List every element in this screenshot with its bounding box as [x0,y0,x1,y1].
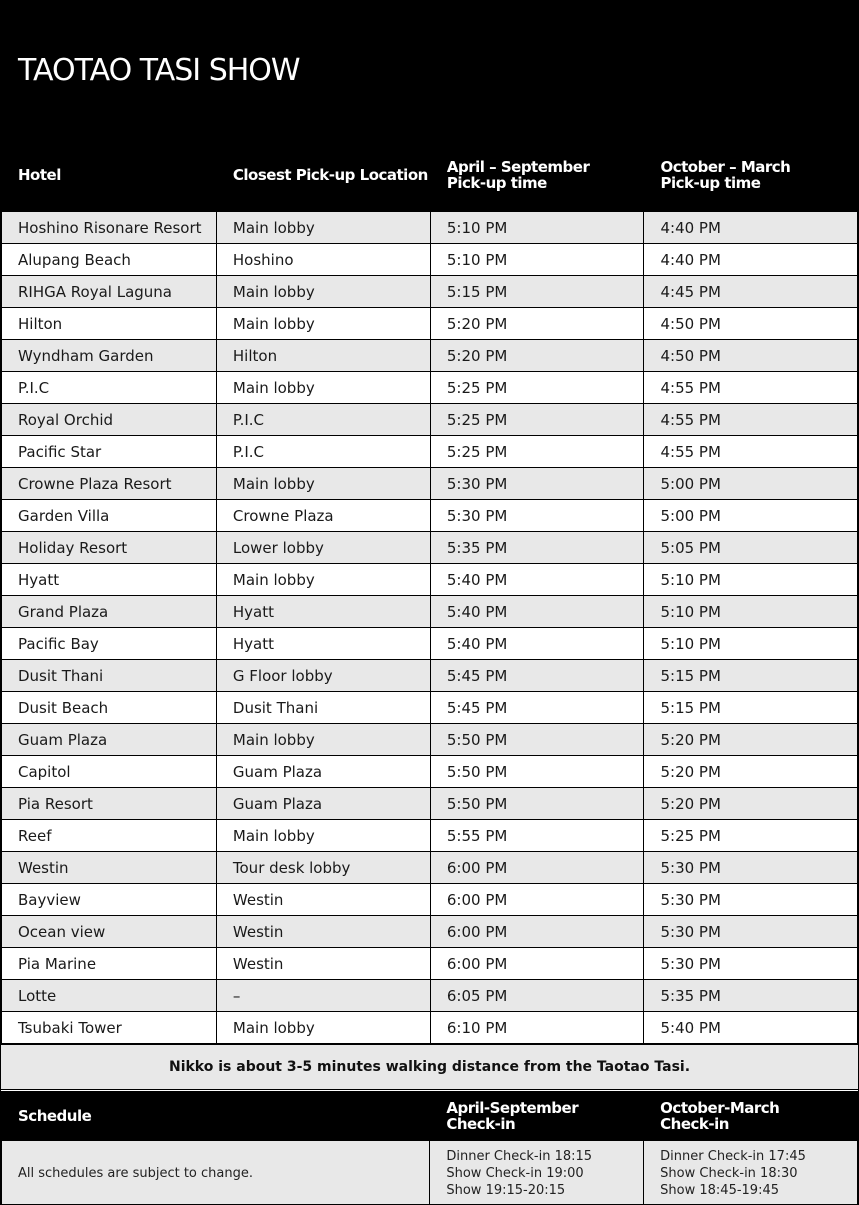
cell-hotel: Pacific Star [2,436,217,468]
cell-pickup-location: P.I.C [216,404,430,436]
table-row [2,308,858,340]
table-row [2,948,858,980]
table-row [2,340,858,372]
cell-april-september-time: 5:45 PM [430,692,644,724]
cell-hotel: Crowne Plaza Resort [2,468,217,500]
schedule-april-september-line2: Check-in [446,1115,516,1133]
table-row [2,500,858,532]
cell-hotel: Holiday Resort [2,532,217,564]
schedule-row [2,1141,858,1205]
cell-pickup-location: Main lobby [216,724,430,756]
cell-april-september-time: 5:20 PM [430,308,644,340]
cell-october-march-time: 5:15 PM [644,660,858,692]
schedule-header-label: Schedule [2,1092,430,1141]
cell-april-september-time: 6:05 PM [430,980,644,1012]
schedule-time-line: Dinner Check-in 17:45 [660,1148,806,1164]
cell-april-september-time: 5:55 PM [430,820,644,852]
table-row [2,788,858,820]
cell-pickup-location: Hilton [216,340,430,372]
cell-october-march-time: 5:10 PM [644,628,858,660]
table-row [2,660,858,692]
cell-hotel: Dusit Thani [2,660,217,692]
table-row [2,532,858,564]
header-april-september-line2: Pick-up time [446,173,547,192]
cell-hotel: Hilton [2,308,217,340]
table-row [2,1012,858,1044]
cell-hotel: Westin [2,852,217,884]
cell-october-march-time: 5:30 PM [644,852,858,884]
cell-april-september-time: 5:10 PM [430,244,644,276]
cell-pickup-location: Dusit Thani [216,692,430,724]
schedule-header-april-september [430,1092,644,1141]
cell-april-september-time: 5:35 PM [430,532,644,564]
cell-october-march-time: 5:00 PM [644,468,858,500]
cell-october-march-time: 4:50 PM [644,308,858,340]
header-hotel: Hotel [2,138,217,212]
schedule-time-line: Show Check-in 18:30 [660,1165,798,1181]
cell-april-september-time: 5:10 PM [430,212,644,244]
cell-hotel: RIHGA Royal Laguna [2,276,217,308]
header-pickup-location: Closest Pick-up Location [216,138,430,212]
schedule-header [2,1092,858,1141]
cell-pickup-location: P.I.C [216,436,430,468]
pickup-table-header [2,138,858,212]
cell-hotel: Pia Marine [2,948,217,980]
cell-october-march-time: 5:10 PM [644,596,858,628]
cell-october-march-time: 4:55 PM [644,372,858,404]
cell-hotel: Dusit Beach [2,692,217,724]
table-row [2,724,858,756]
cell-october-march-time: 5:20 PM [644,788,858,820]
cell-pickup-location: Westin [216,916,430,948]
cell-october-march-time: 4:55 PM [644,404,858,436]
cell-pickup-location: Crowne Plaza [216,500,430,532]
cell-pickup-location: Guam Plaza [216,756,430,788]
cell-april-september-time: 5:50 PM [430,788,644,820]
cell-hotel: Garden Villa [2,500,217,532]
schedule-october-march-line2: Check-in [660,1115,729,1133]
cell-hotel: Hoshino Risonare Resort [2,212,217,244]
schedule-time-line: Show 19:15-20:15 [446,1182,566,1198]
cell-hotel: Wyndham Garden [2,340,217,372]
cell-october-march-time: 4:50 PM [644,340,858,372]
schedule-time-line: Show Check-in 19:00 [446,1165,584,1181]
table-row [2,820,858,852]
cell-hotel: Ocean view [2,916,217,948]
cell-pickup-location: Main lobby [216,212,430,244]
schedule-disclaimer: All schedules are subject to change. [2,1141,430,1205]
table-row [2,692,858,724]
cell-pickup-location: Hyatt [216,628,430,660]
schedule-time-line: Show 18:45-19:45 [660,1182,779,1198]
cell-hotel: Pacific Bay [2,628,217,660]
cell-pickup-location: G Floor lobby [216,660,430,692]
cell-pickup-location: Main lobby [216,372,430,404]
cell-april-september-time: 6:00 PM [430,948,644,980]
cell-pickup-location: Main lobby [216,308,430,340]
cell-april-september-time: 5:50 PM [430,756,644,788]
header-april-september [430,138,644,212]
cell-april-september-time: 5:20 PM [430,340,644,372]
cell-october-march-time: 4:55 PM [644,436,858,468]
header-april-september-line1: April – September [446,157,590,176]
table-row [2,564,858,596]
cell-hotel: Pia Resort [2,788,217,820]
cell-hotel: Capitol [2,756,217,788]
cell-pickup-location: Main lobby [216,820,430,852]
schedule-time-line: Dinner Check-in 18:15 [446,1148,593,1164]
header-october-march [644,138,858,212]
cell-october-march-time: 5:30 PM [644,884,858,916]
cell-pickup-location: Main lobby [216,468,430,500]
cell-hotel: Guam Plaza [2,724,217,756]
cell-april-september-time: 6:00 PM [430,884,644,916]
cell-april-september-time: 5:15 PM [430,276,644,308]
cell-october-march-time: 5:40 PM [644,1012,858,1044]
cell-pickup-location: Tour desk lobby [216,852,430,884]
cell-october-march-time: 5:30 PM [644,916,858,948]
title-bar [1,1,858,137]
pickup-table-body [2,212,858,1044]
table-row [2,468,858,500]
cell-hotel: Alupang Beach [2,244,217,276]
cell-april-september-time: 5:25 PM [430,404,644,436]
table-row [2,244,858,276]
cell-pickup-location: Westin [216,948,430,980]
cell-october-march-time: 5:00 PM [644,500,858,532]
table-row [2,884,858,916]
table-row [2,980,858,1012]
table-row [2,372,858,404]
cell-october-march-time: 5:35 PM [644,980,858,1012]
table-row [2,628,858,660]
cell-april-september-time: 5:30 PM [430,468,644,500]
table-row [2,852,858,884]
table-row [2,436,858,468]
schedule-april-september-times [430,1141,644,1205]
cell-october-march-time: 5:10 PM [644,564,858,596]
cell-hotel: Reef [2,820,217,852]
cell-hotel: Lotte [2,980,217,1012]
header-october-march-line1: October – March [660,157,791,176]
cell-pickup-location: – [216,980,430,1012]
cell-april-september-time: 6:00 PM [430,852,644,884]
cell-april-september-time: 5:40 PM [430,596,644,628]
cell-hotel: Hyatt [2,564,217,596]
schedule-october-march-line1: October-March [660,1099,780,1117]
cell-april-september-time: 5:25 PM [430,372,644,404]
cell-april-september-time: 5:50 PM [430,724,644,756]
schedule-april-september-line1: April-September [446,1099,579,1117]
table-row [2,276,858,308]
table-row [2,596,858,628]
cell-october-march-time: 5:20 PM [644,724,858,756]
page-title: TAOTAO TASI SHOW [18,53,300,88]
schedule-header-october-march [644,1092,858,1141]
cell-october-march-time: 5:25 PM [644,820,858,852]
cell-april-september-time: 5:40 PM [430,628,644,660]
cell-october-march-time: 5:30 PM [644,948,858,980]
walking-distance-note: Nikko is about 3-5 minutes walking distance from the Taotao Tasi. [1,1044,858,1090]
cell-october-march-time: 4:40 PM [644,244,858,276]
cell-april-september-time: 5:45 PM [430,660,644,692]
table-row [2,756,858,788]
cell-april-september-time: 5:25 PM [430,436,644,468]
cell-april-september-time: 5:40 PM [430,564,644,596]
table-row [2,404,858,436]
cell-pickup-location: Main lobby [216,564,430,596]
cell-pickup-location: Hyatt [216,596,430,628]
cell-october-march-time: 4:40 PM [644,212,858,244]
cell-october-march-time: 5:20 PM [644,756,858,788]
cell-hotel: Bayview [2,884,217,916]
cell-pickup-location: Main lobby [216,276,430,308]
cell-october-march-time: 4:45 PM [644,276,858,308]
cell-hotel: Tsubaki Tower [2,1012,217,1044]
cell-april-september-time: 5:30 PM [430,500,644,532]
cell-pickup-location: Main lobby [216,1012,430,1044]
cell-april-september-time: 6:10 PM [430,1012,644,1044]
cell-hotel: Grand Plaza [2,596,217,628]
cell-october-march-time: 5:05 PM [644,532,858,564]
schedule-october-march-times [644,1141,858,1205]
cell-pickup-location: Lower lobby [216,532,430,564]
header-october-march-line2: Pick-up time [660,173,761,192]
cell-pickup-location: Hoshino [216,244,430,276]
cell-hotel: P.I.C [2,372,217,404]
pickup-table [1,137,858,1044]
cell-pickup-location: Guam Plaza [216,788,430,820]
cell-october-march-time: 5:15 PM [644,692,858,724]
cell-pickup-location: Westin [216,884,430,916]
cell-april-september-time: 6:00 PM [430,916,644,948]
schedule-table [1,1091,858,1205]
table-row [2,916,858,948]
table-row [2,212,858,244]
cell-hotel: Royal Orchid [2,404,217,436]
